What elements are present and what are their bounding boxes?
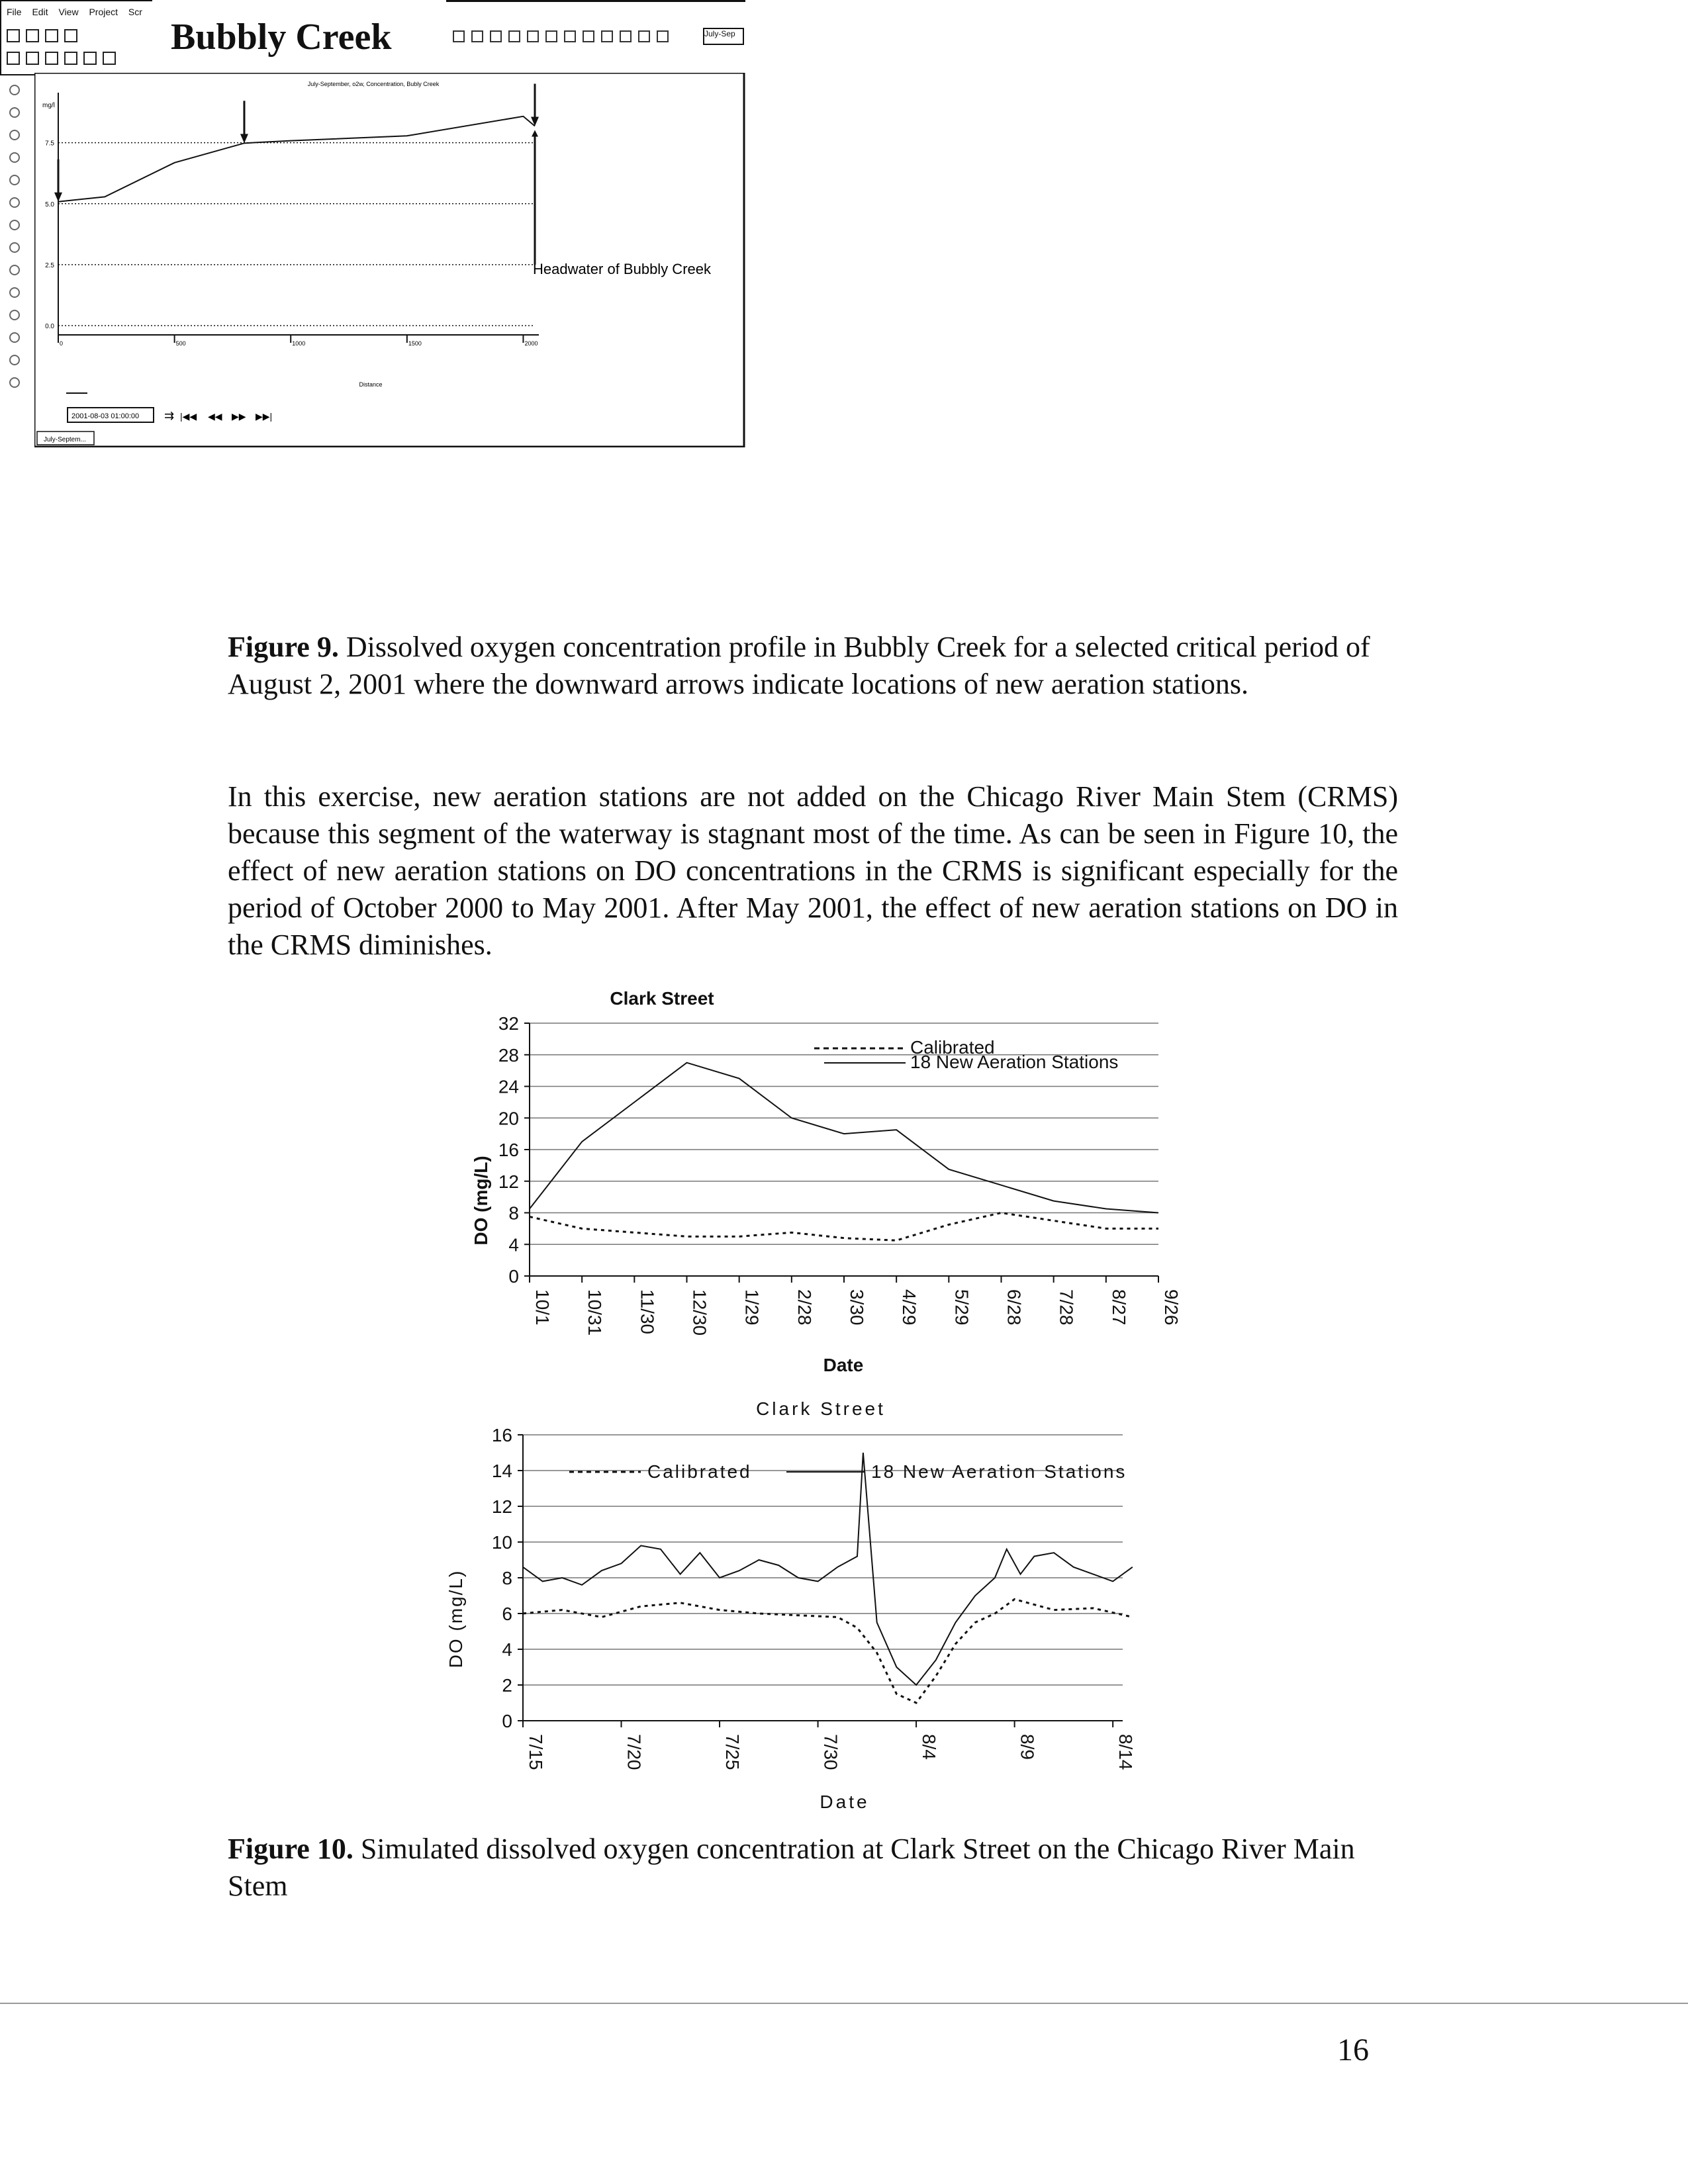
divider	[446, 0, 745, 2]
open-icon[interactable]	[26, 29, 39, 42]
measure-icon[interactable]	[527, 30, 539, 42]
x-tick-label: 6/28	[1004, 1289, 1025, 1326]
grid-view-icon[interactable]	[638, 30, 650, 42]
toolbar-row-1	[7, 29, 77, 42]
y-tick-label: 16	[498, 1140, 519, 1160]
timestamp: 2001-08-03 01:00:00	[71, 412, 140, 420]
y-tick-label: 0	[508, 1266, 519, 1287]
x-tick-label: 8/14	[1115, 1734, 1137, 1770]
zoom-icon[interactable]	[471, 30, 483, 42]
x-tick-label: 7/25	[722, 1734, 743, 1770]
figure-9-caption	[228, 629, 1419, 703]
x-tick-label: 0	[60, 340, 64, 347]
x-tick-label: 11/30	[637, 1289, 658, 1334]
x-tick-label: 10/1	[532, 1289, 553, 1326]
figure-9-caption-text: Dissolved oxygen concentration profile in Bubbly Creek for a selected critical period of August 2, 2001 where the downward arrows indicate locations of new aeration stations.	[228, 631, 1370, 700]
y-tick-label: 8	[502, 1568, 512, 1588]
x-tick-label: 10/31	[585, 1289, 606, 1336]
chart-title: Clark Street	[756, 1398, 886, 1419]
y-unit-label: mg/l	[42, 102, 55, 109]
x-tick-label: 2000	[524, 340, 538, 347]
chart-icon[interactable]	[83, 52, 97, 65]
copy-icon[interactable]	[64, 29, 77, 42]
x-tick-label: 8/4	[919, 1734, 940, 1760]
figure-10-label: Figure 10.	[228, 1833, 353, 1865]
next-frame-icon[interactable]: ▶▶	[232, 411, 246, 422]
settings-tool-icon[interactable]	[9, 377, 20, 388]
y-tick-label: 14	[491, 1461, 512, 1481]
y-tick-label: 8	[508, 1203, 519, 1224]
x-tick-label: 4/29	[899, 1289, 920, 1326]
x-tick-label: 1/29	[741, 1289, 763, 1326]
x-tick-label: 2/28	[794, 1289, 815, 1326]
series-calibrated-line	[523, 1599, 1133, 1703]
footer-rule	[0, 2003, 1688, 2004]
toolbar-left	[0, 0, 152, 75]
y-tick-label: 7.5	[45, 140, 54, 148]
clark-street-chart-summer	[437, 1394, 1192, 1821]
y-tick-label: 10	[491, 1532, 512, 1553]
period-select[interactable]: July-Sep	[703, 28, 744, 45]
headwater-annotation: Headwater of Bubbly Creek	[532, 261, 711, 277]
y-tick-label: 32	[498, 1013, 519, 1034]
table-icon[interactable]	[26, 52, 39, 65]
legend	[569, 1461, 1127, 1482]
step-control-icon[interactable]: ⇉	[164, 409, 175, 422]
point-tool-icon[interactable]	[9, 152, 20, 163]
grid-icon[interactable]	[45, 52, 58, 65]
chart-annual-svg	[463, 982, 1192, 1386]
series-icon[interactable]	[564, 30, 576, 42]
filter-tool-icon[interactable]	[9, 355, 20, 365]
line-tool-icon[interactable]	[9, 175, 20, 185]
edit-tool-icon[interactable]	[9, 220, 20, 230]
x-tick-label: 5/29	[951, 1289, 972, 1326]
x-tick-label: 8/9	[1017, 1734, 1038, 1760]
x-tick-label: 1000	[292, 340, 306, 347]
x-axis-label: Date	[823, 1355, 864, 1375]
legend-calibrated-label: Calibrated	[910, 1037, 995, 1058]
status-tab-label: July-Septem...	[44, 436, 86, 443]
legend-icon[interactable]	[583, 30, 594, 42]
last-frame-icon[interactable]: ▶▶|	[256, 411, 273, 422]
profile-window	[34, 73, 745, 447]
pan-tool-icon[interactable]	[9, 130, 20, 140]
x-tick-label: 500	[175, 340, 186, 347]
x-tick-label: 7/20	[624, 1734, 645, 1770]
layer-icon[interactable]	[7, 52, 20, 65]
y-tick-label: 16	[491, 1425, 512, 1445]
toolbar-right	[453, 30, 669, 42]
export-icon[interactable]	[103, 52, 116, 65]
page-number: 16	[1337, 2032, 1369, 2068]
figure-10-caption-text: Simulated dissolved oxygen concentration at Clark Street on the Chicago River Main Stem	[228, 1833, 1355, 1902]
prev-frame-icon[interactable]: ◀◀	[208, 411, 222, 422]
do-profile-chart	[34, 73, 745, 447]
map-icon[interactable]	[64, 52, 77, 65]
menu-item-project[interactable]: Project	[89, 7, 118, 17]
y-tick-label: 4	[508, 1234, 519, 1255]
toolbar-row-2	[7, 52, 116, 65]
figure-9-label: Figure 9.	[228, 631, 339, 663]
side-toolbar	[0, 73, 34, 447]
menu-item-edit[interactable]: Edit	[32, 7, 48, 17]
save-icon[interactable]	[45, 29, 58, 42]
x-axis-label: Distance	[359, 381, 383, 388]
list-view-icon[interactable]	[657, 30, 669, 42]
select-icon[interactable]	[508, 30, 520, 42]
menu-bar	[7, 7, 150, 17]
zoom-out-icon[interactable]	[9, 107, 20, 118]
info-tool-icon[interactable]	[9, 265, 20, 275]
profile-icon[interactable]	[545, 30, 557, 42]
y-tick-label: 20	[498, 1108, 519, 1129]
menu-item-view[interactable]: View	[58, 7, 79, 17]
chart-summer-svg	[437, 1394, 1192, 1817]
y-axis-label: DO (mg/L)	[471, 1156, 491, 1246]
chart-title: Clark Street	[610, 988, 714, 1009]
delete-tool-icon[interactable]	[9, 242, 20, 253]
y-tick-label: 6	[502, 1604, 512, 1624]
body-paragraph: In this exercise, new aeration stations are not added on the Chicago River Main Stem (CRMS) because this segment of the waterway is stagnant most of the time. As can be seen in Figure 10, the effect of new aeration stations on DO concentrations in the CRMS is significant especially for the period of October 2000 to May 2001. After May 2001, the effect of new aeration stations on DO in the CRMS diminishes.	[228, 780, 1398, 961]
y-tick-label: 0.0	[45, 323, 54, 330]
figure-10-caption	[228, 1831, 1419, 1905]
y-axis-label: DO (mg/L)	[445, 1569, 466, 1668]
menu-item-file[interactable]: File	[7, 7, 22, 17]
zoom-in-icon[interactable]	[9, 85, 20, 95]
series-aeration-line	[530, 1063, 1158, 1213]
y-tick-label: 2	[502, 1675, 512, 1696]
x-tick-label: 12/30	[689, 1289, 710, 1336]
measure-tool-icon[interactable]	[9, 287, 20, 298]
y-tick-label: 24	[498, 1076, 519, 1097]
label-tool-icon[interactable]	[9, 310, 20, 320]
x-tick-label: 8/27	[1108, 1289, 1129, 1326]
menu-item-scr[interactable]: Scr	[128, 7, 142, 17]
legend-aeration-label: 18 New Aeration Stations	[871, 1461, 1127, 1482]
chart-tool-icon[interactable]	[9, 332, 20, 343]
x-tick-label: 7/30	[820, 1734, 841, 1770]
legend-aeration-label: 18 New Aeration Stations	[910, 1052, 1119, 1072]
y-tick-label: 4	[502, 1639, 512, 1660]
app-title: Bubbly Creek	[171, 17, 392, 58]
print-icon[interactable]	[601, 30, 613, 42]
window-icon[interactable]	[620, 30, 632, 42]
first-frame-icon[interactable]: |◀◀	[180, 411, 197, 422]
x-tick-label: 7/28	[1056, 1289, 1077, 1326]
legend-calibrated-label: Calibrated	[647, 1461, 752, 1482]
play-icon[interactable]	[453, 30, 465, 42]
y-tick-label: 0	[502, 1711, 512, 1731]
y-tick-label: 28	[498, 1044, 519, 1066]
x-tick-label: 3/30	[847, 1289, 867, 1326]
y-tick-label: 2.5	[45, 261, 54, 269]
clark-street-chart-annual	[463, 982, 1192, 1389]
figure-9-screenshot	[0, 0, 745, 447]
pan-icon[interactable]	[490, 30, 502, 42]
y-tick-label: 5.0	[45, 201, 54, 208]
x-tick-label: 1500	[408, 340, 422, 347]
y-tick-label: 12	[498, 1171, 519, 1192]
series-aeration-line	[523, 1453, 1133, 1685]
y-tick-label: 12	[491, 1496, 512, 1517]
new-icon[interactable]	[7, 29, 20, 42]
polygon-tool-icon[interactable]	[9, 197, 20, 208]
series-calibrated-line	[530, 1213, 1158, 1241]
x-tick-label: 7/15	[526, 1734, 546, 1770]
x-tick-label: 9/26	[1161, 1289, 1182, 1326]
x-axis-label: Date	[820, 1792, 870, 1812]
chart-header: July-September, o2w, Concentration, Bubly Creek	[307, 81, 440, 87]
